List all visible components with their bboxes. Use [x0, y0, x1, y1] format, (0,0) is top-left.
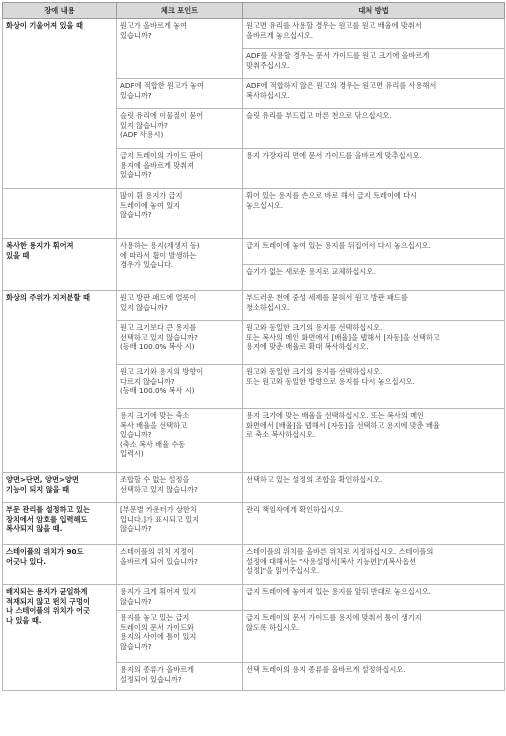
- solution-cell-text: 부드러운 천에 중성 세제를 묻혀서 원고 방판 패드를 청소하십시오.: [246, 293, 408, 312]
- check-point-cell: [117, 585, 243, 611]
- check-point-cell: [117, 365, 243, 409]
- solution-cell: [243, 149, 505, 189]
- solution-cell: [243, 409, 505, 473]
- solution-cell-text: 슬릿 유리를 부드럽고 마른 천으로 닦으십시오.: [246, 111, 392, 120]
- check-point-cell: [117, 239, 243, 291]
- check-point-cell-text: 조합할 수 없는 설정을 선택하고 있지 않습니까?: [120, 475, 198, 494]
- symptom-cell-text: 배지되는 용지가 균일하게 적재되지 않고 펀치 구멍이 나 스테이플의 위치가 어긋 나 있을 때.: [6, 587, 90, 625]
- check-point-cell: [117, 149, 243, 189]
- table-row: [3, 189, 505, 239]
- solution-cell-text: 선택 트레이의 용지 종류를 올바르게 설정하십시오.: [246, 665, 406, 674]
- symptom-cell: [3, 189, 117, 239]
- solution-cell-text: 급지 트레이의 문서 가이드를 용지에 맞춰서 틈이 생기지 않도록 하십시오.: [246, 613, 422, 632]
- check-point-cell: [117, 79, 243, 109]
- solution-cell: [243, 585, 505, 611]
- symptom-cell-text: 양면>단면, 양면>양면 기능이 되지 않을 때: [6, 475, 79, 494]
- solution-cell-text: ADF를 사용할 경우는 문서 가이드를 원고 크기에 올바르게 맞춰주십시오.: [246, 51, 430, 70]
- check-point-cell-text: 슬릿 유리에 이물질이 묻어 있지 않습니까? (ADF 사용시): [120, 111, 204, 140]
- check-point-cell-text: 용지가 크게 휘어져 있지 않습니까?: [120, 587, 197, 606]
- check-point-cell-text: 스테이플의 위치 지정이 올바르게 되어 있습니까?: [120, 547, 198, 566]
- check-point-cell-text: 원고 크기와 용지의 방향이 다르지 않습니까? (등배 100.0% 복사 시): [120, 367, 204, 396]
- solution-cell: [243, 503, 505, 545]
- solution-cell: [243, 19, 505, 49]
- check-point-cell-text: ADF에 적합한 원고가 놓여 있습니까?: [120, 81, 204, 100]
- table-row: [3, 585, 505, 611]
- table-row: [3, 239, 505, 265]
- symptom-cell: [3, 291, 117, 473]
- symptom-cell-text: 부문 관리를 설정하고 있는 장치에서 암호를 입력해도 복사되지 않을 때.: [6, 505, 90, 534]
- table-row: [3, 503, 505, 545]
- solution-cell: [243, 265, 505, 291]
- check-point-cell: [117, 291, 243, 321]
- symptom-cell-text: 스테이플의 위치가 90도 어긋나 있다.: [6, 547, 84, 566]
- header-solution: 대처 방법: [243, 3, 505, 19]
- check-point-cell-text: 용지를 놓고 있는 급지 트레이의 문서 가이드와 용지의 사이에 틈이 있지 않습니까?: [120, 613, 197, 651]
- check-point-cell-text: [부문별 카운터가 상한치 입니다.]가 표시되고 있지 않습니까?: [120, 505, 200, 534]
- solution-cell: [243, 365, 505, 409]
- symptom-cell: [3, 19, 117, 189]
- check-point-cell: [117, 321, 243, 365]
- solution-cell: [243, 663, 505, 691]
- check-point-cell-text: 많이 휜 용지가 급지 트레이에 놓여 있지 않습니까?: [120, 191, 183, 220]
- solution-cell-text: 급지 트레이에 놓여 있는 용지를 뒤집어서 다시 놓으십시오.: [246, 241, 431, 250]
- solution-cell-text: 용지 가장자리 면에 문서 가이드를 올바르게 맞추십시오.: [246, 151, 422, 160]
- check-point-cell-text: 사용하는 용지(재생지 등) 에 따라서 휨이 발생하는 경우가 있습니다.: [120, 241, 200, 270]
- check-point-cell-text: 용지의 종류가 올바르게 설정되어 있습니까?: [120, 665, 195, 684]
- check-point-cell: [117, 109, 243, 149]
- solution-cell: [243, 49, 505, 79]
- check-point-cell: [117, 473, 243, 503]
- check-point-cell: [117, 663, 243, 691]
- solution-cell-text: 관리 책임자에게 확인하십시오.: [246, 505, 344, 514]
- solution-cell-text: 원고와 동일한 크기의 용지를 선택하십시오. 또는 복사의 메인 화면에서 [배율]을 탭해서 [자동]을 선택하고 용지에 맞춘 배율로 확대 복사하십시오.: [246, 323, 440, 352]
- check-point-cell-text: 급지 트레이의 가이드 판이 용지에 올바르게 맞춰져 있습니까?: [120, 151, 204, 180]
- table-row: [3, 291, 505, 321]
- symptom-cell-text: 복사한 용지가 휘어져 있을 때: [6, 241, 74, 260]
- table-header-row: [3, 3, 505, 19]
- symptom-cell: [3, 239, 117, 291]
- check-point-cell-text: 용지 크기에 맞는 축소 복사 배율을 선택하고 있습니까? (축소 복사 배율 수동 입력시): [120, 411, 190, 459]
- solution-cell-text: 원고와 동일한 크기의 용지를 선택하십시오. 또는 원고와 동일한 방향으로 용지를 다시 놓으십시오.: [246, 367, 415, 386]
- check-point-cell: [117, 189, 243, 239]
- solution-cell-text: 스테이플의 위치를 올바른 위치로 지정하십시오. 스테이플의 설정에 대해서는 "사용설명서[복사 기능편]"/[복사옵션 설정]"을 읽어주십시오.: [246, 547, 434, 576]
- check-point-cell: [117, 19, 243, 79]
- table-row: [3, 473, 505, 503]
- header-check-point: 체크 포인트: [117, 3, 243, 19]
- symptom-cell: [3, 503, 117, 545]
- solution-cell: [243, 239, 505, 265]
- solution-cell-text: 선택하고 있는 설정의 조합을 확인하십시오.: [246, 475, 383, 484]
- solution-cell-text: 원고면 유리를 사용할 경우는 원고를 원고 배율에 맞춰서 올바르게 놓으십시오.: [246, 21, 422, 40]
- solution-cell-text: 습기가 없는 새로운 용지로 교체하십시오.: [246, 267, 376, 276]
- troubleshooting-table: [2, 2, 505, 691]
- symptom-cell: [3, 473, 117, 503]
- check-point-cell-text: 원고가 올바르게 놓여 있습니까?: [120, 21, 188, 40]
- solution-cell: [243, 321, 505, 365]
- solution-cell: [243, 109, 505, 149]
- solution-cell: [243, 79, 505, 109]
- solution-cell-text: 용지 크기에 맞는 배율을 선택하십시오. 또는 복사의 메인 화면에서 [배율]을 탭해서 [자동]을 선택하고 용지에 맞춘 배율 로 축소 복사하십시오.: [246, 411, 440, 440]
- symptom-cell: [3, 585, 117, 691]
- symptom-cell-text: 화상의 주위가 지저분할 때: [6, 293, 90, 302]
- table-row: [3, 19, 505, 49]
- check-point-cell-text: 원고 방판 패드에 얼룩이 있지 않습니까?: [120, 293, 197, 312]
- check-point-cell: [117, 611, 243, 663]
- check-point-cell: [117, 409, 243, 473]
- solution-cell: [243, 473, 505, 503]
- solution-cell: [243, 545, 505, 585]
- symptom-cell-text: 화상이 기울어져 있을 때: [6, 21, 83, 30]
- solution-cell-text: ADF에 적합하지 않은 원고의 경우는 원고면 유리를 사용해서 복사하십시오.: [246, 81, 437, 100]
- table-body: [3, 19, 505, 691]
- solution-cell-text: 휘어 있는 용지를 손으로 바로 해서 급지 트레이에 다시 놓으십시오.: [246, 191, 418, 210]
- check-point-cell: [117, 545, 243, 585]
- solution-cell-text: 급지 트레이에 놓여져 있는 용지를 앞뒤 반대로 놓으십시오.: [246, 587, 431, 596]
- header-symptom: 장애 내용: [3, 3, 117, 19]
- solution-cell: [243, 611, 505, 663]
- check-point-cell-text: 원고 크기보다 큰 용지를 선택하고 있지 않습니까? (등배 100.0% 복사 시): [120, 323, 198, 352]
- check-point-cell: [117, 503, 243, 545]
- solution-cell: [243, 189, 505, 239]
- table-row: [3, 545, 505, 585]
- solution-cell: [243, 291, 505, 321]
- symptom-cell: [3, 545, 117, 585]
